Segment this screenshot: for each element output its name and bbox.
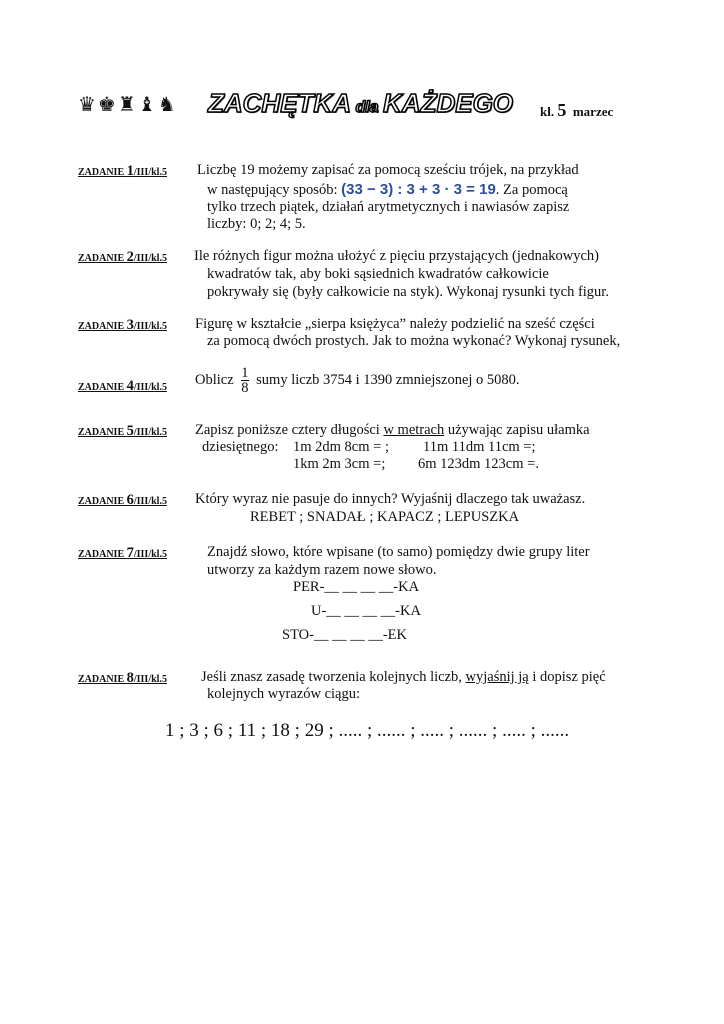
task-number: 7 [126, 545, 134, 561]
task-label [78, 492, 167, 509]
measurement: 6m 123dm 123cm =. [418, 456, 539, 472]
banner-word-2: dla [355, 99, 379, 116]
text-span: sumy liczb 3754 i 1390 zmniejszonej o 5080. [256, 371, 520, 388]
chess-pieces-icon: ♛♚♜♝♞ [78, 92, 178, 116]
task-text-line [201, 669, 606, 686]
banner-word-1: ZACHĘTKA [208, 88, 351, 118]
task-text-line: za pomocą dwóch prostych. Jak to można wykonać? Wykonaj rysunek, [207, 333, 621, 349]
class-number: 5 [557, 100, 567, 120]
task-number: 8 [126, 670, 134, 686]
task-text-line [195, 422, 590, 439]
banner-title [208, 88, 513, 119]
fraction [241, 366, 248, 395]
task-text-line: utworzy za każdym razem nowe słowo. [207, 562, 437, 578]
task-label-prefix: ZADANIE [78, 674, 127, 685]
task-text-line: Który wyraz nie pasuje do innych? Wyjaśnij dlaczego tak uważasz. [195, 491, 586, 507]
underlined-text: wyjaśnij ją [465, 669, 529, 685]
task-label-prefix: ZADANIE [78, 167, 127, 178]
task-label [78, 163, 167, 180]
task-text-line: kolejnych wyrazów ciągu: [207, 686, 361, 702]
task-text-line: Ile różnych figur można ułożyć z pięciu przystających (jednakowych) [194, 248, 600, 264]
task-label-prefix: ZADANIE [78, 549, 127, 560]
month: marzec [572, 104, 614, 119]
task-label [78, 670, 167, 687]
task-text-line: Znajdź słowo, które wpisane (to samo) pomiędzy dwie grupy liter [207, 544, 590, 560]
task-number: 3 [126, 317, 134, 333]
task-label-suffix: /III/kl.5 [133, 427, 167, 438]
task-label [78, 423, 167, 440]
text-span: . Za pomocą [495, 182, 568, 198]
task-text-line [207, 181, 568, 199]
task-label [78, 317, 167, 334]
task-label-suffix: /III/kl.5 [133, 321, 167, 332]
task-label [78, 249, 167, 266]
task-label-prefix: ZADANIE [78, 496, 127, 507]
text-span: w następujący sposób: [207, 182, 342, 198]
task-label-prefix: ZADANIE [78, 321, 127, 332]
measurement: 11m 11dm 11cm =; [423, 439, 536, 455]
banner-word-3: KAŻDEGO [383, 88, 514, 118]
task-label-prefix: ZADANIE [78, 253, 127, 264]
word-puzzle: PER-__ __ __ __-KA [293, 579, 420, 595]
task-label-suffix: /III/kl.5 [133, 167, 167, 178]
task-text-line: liczby: 0; 2; 4; 5. [207, 216, 306, 232]
task-label-suffix: /III/kl.5 [133, 253, 167, 264]
fraction-denominator: 8 [241, 380, 249, 396]
task-number: 1 [126, 163, 134, 179]
word-puzzle: STO-__ __ __ __-EK [282, 627, 407, 643]
text-span: Oblicz [195, 371, 234, 388]
class-info [540, 100, 613, 121]
task-number: 2 [126, 249, 134, 265]
task-label-suffix: /III/kl.5 [133, 382, 167, 393]
task-text-line [195, 366, 520, 395]
task-label-prefix: ZADANIE [78, 427, 127, 438]
task-label-suffix: /III/kl.5 [133, 549, 167, 560]
task-label-suffix: /III/kl.5 [133, 674, 167, 685]
task-label [78, 545, 167, 562]
number-sequence: 1 ; 3 ; 6 ; 11 ; 18 ; 29 ; ..... ; ...... ; ..... ; ...... ; ..... ; ...... [165, 720, 570, 741]
fraction-numerator: 1 [241, 365, 249, 381]
task-text-line: kwadratów tak, aby boki sąsiednich kwadratów całkowicie [207, 266, 549, 282]
task-number: 5 [126, 423, 134, 439]
task-text-line: dziesiętnego: [202, 439, 279, 455]
task-text-line: pokrywały się (były całkowicie na styk). Wykonaj rysunki tych figur. [207, 284, 609, 300]
text-span: i dopisz pięć [528, 669, 606, 685]
word-list: REBET ; SNADAŁ ; KAPACZ ; LEPUSZKA [250, 509, 520, 525]
task-number: 6 [126, 492, 134, 508]
task-label [78, 378, 167, 395]
measurement: 1m 2dm 8cm = ; [293, 439, 389, 455]
underlined-text: w metrach [383, 422, 445, 438]
text-span: używając zapisu ułamka [444, 422, 590, 438]
task-number: 4 [126, 378, 134, 394]
task-text-line: Figurę w kształcie „sierpa księżyca” należy podzielić na sześć części [195, 316, 595, 332]
word-puzzle: U-__ __ __ __-KA [311, 603, 421, 619]
class-prefix: kl. [540, 104, 555, 119]
text-span: Zapisz poniższe cztery długości [195, 422, 384, 438]
task-text-line: Liczbę 19 możemy zapisać za pomocą sześciu trójek, na przykład [197, 162, 579, 178]
example-expression: (33 − 3) : 3 + 3 · 3 = 19 [341, 181, 496, 198]
task-label-suffix: /III/kl.5 [133, 496, 167, 507]
text-span: Jeśli znasz zasadę tworzenia kolejnych liczb, [201, 669, 466, 685]
task-text-line: tylko trzech piątek, działań arytmetycznych i nawiasów zapisz [207, 199, 570, 215]
task-label-prefix: ZADANIE [78, 382, 127, 393]
measurement: 1km 2m 3cm =; [293, 456, 386, 472]
